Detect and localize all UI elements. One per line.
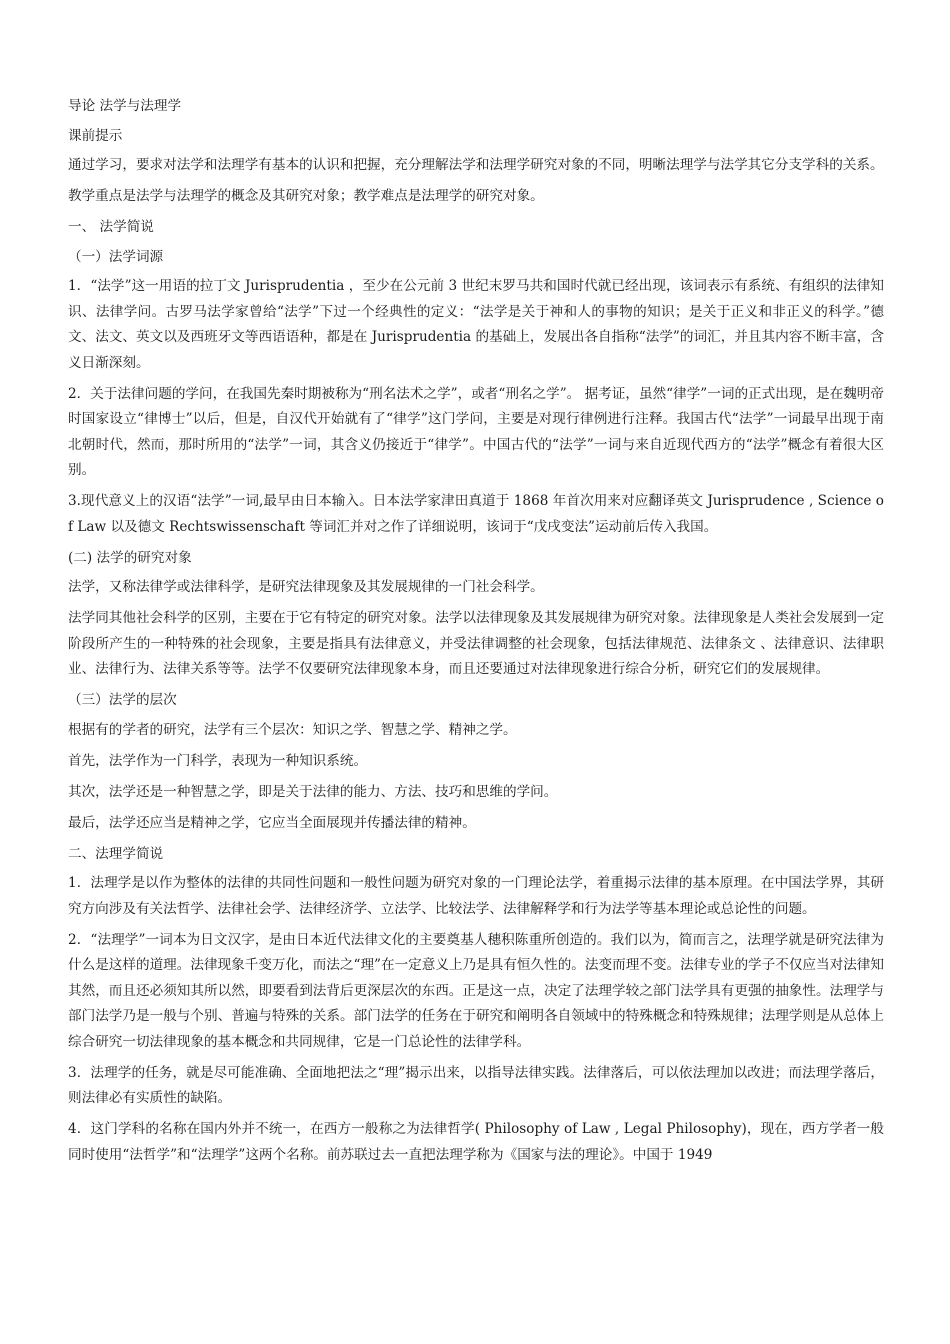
paragraph: 通过学习，要求对法学和法理学有基本的认识和把握，充分理解法学和法理学研究对象的不同，明晰法理学与法学其它分支学科的关系。	[68, 157, 884, 173]
section-heading: 二、法理学简说	[68, 845, 164, 862]
paragraph: 1．“法学”这一用语的拉丁文 Jurisprudentia ，至少在公元前 3 世纪末罗马共和国时代就已经出现，该词表示有系统、有组织的法律知识、法律学问。古罗马法学家曾给“法学”下过一个经典性的定义：“法学是关于神和人的事物的知识；是关于正义和非正义的科学。”德文、法文、英文以及西班牙文等西语语种，都是在 Jurisprudentia 的基础上，发展出各自指称“法学”的词汇，并且其内容不断丰富，含义日渐深刻。	[68, 278, 884, 371]
paragraph: 1．法理学是以作为整体的法律的共同性问题和一般性问题为研究对象的一门理论法学，着重揭示法律的基本原理。在中国法学界，其研究方向涉及有关法哲学、法律社会学、法律经济学、立法学、比较法学、法律解释学和行为法学等基本理论或总论性的问题。	[68, 875, 884, 917]
paragraph: 教学重点是法学与法理学的概念及其研究对象；教学难点是法理学的研究对象。	[68, 188, 544, 204]
paragraph: 3．法理学的任务，就是尽可能准确、全面地把法之“理”揭示出来，以指导法律实践。法律落后，可以依法理加以改进；而法理学落后，则法律必有实质性的缺陷。	[68, 1064, 884, 1106]
paragraph: 首先，法学作为一门科学，表现为一种知识系统。	[68, 752, 368, 769]
subsection-heading: （三）法学的层次	[68, 692, 177, 708]
paragraph: 3.现代意义上的汉语“法学”一词,最早由日本输入。日本法学家津田真道于 1868 年首次用来对应翻译英文 Jurisprudence , Science of Law 以及德文 Rechtswissenschaft 等词汇并对之作了详细说明，该词于“戊戌变法”运动前后传入我国。	[68, 493, 884, 535]
paragraph: 法学，又称法律学或法律科学，是研究法律现象及其发展规律的一门社会科学。	[68, 579, 544, 595]
paragraph: 4．这门学科的名称在国内外并不统一，在西方一般称之为法律哲学( Philosophy of Law , Legal Philosophy)，现在，西方学者一般同时使用“法哲学”和“法理学”这两个名称。前苏联过去一直把法理学称为《国家与法的理论》。中国于 1949	[68, 1121, 884, 1163]
document-title: 导论 法学与法理学	[68, 98, 182, 114]
paragraph: 根据有的学者的研究，法学有三个层次：知识之学、智慧之学、精神之学。	[68, 721, 517, 738]
paragraph: 2．关于法律问题的学问，在我国先秦时期被称为“刑名法术之学”，或者“刑名之学”。 据考证，虽然“律学”一词的正式出现，是在魏明帝时国家设立“律博士”以后，但是，自汉代开始就有了“律学”这门学问，主要是对现行律例进行注释。我国古代“法学”一词最早出现于南北朝时代，然而，那时所用的“法学”一词，其含义仍接近于“律学”。中国古代的“法学”一词与来自近现代西方的“法学”概念有着很大区别。	[68, 385, 884, 478]
section-heading: 课前提示	[68, 127, 123, 144]
subsection-heading: (二) 法学的研究对象	[68, 549, 192, 566]
paragraph: 法学同其他社会科学的区别，主要在于它有特定的研究对象。法学以法律现象及其发展规律为研究对象。法律现象是人类社会发展到一定阶段所产生的一种特殊的社会现象，主要是指具有法律意义，并受法律调整的社会现象，包括法律规范、法律条文 、法律意识、法律职业、法律行为、法律关系等等。法学不仅要研究法律现象本身，而且还要通过对法律现象进行综合分析，研究它们的发展规律。	[68, 610, 884, 677]
document-page	[68, 94, 884, 1174]
paragraph: 2．“法理学”一词本为日文汉字，是由日本近代法律文化的主要奠基人穗积陈重所创造的。我们以为，简而言之，法理学就是研究法律为什么是这样的道理。法律现象千变万化，而法之“理”在一定意义上乃是具有恒久性的。法变而理不变。法律专业的学子不仅应当对法律知其然，而且还必须知其所以然，即要看到法背后更深层次的东西。正是这一点，决定了法理学较之部门法学具有更强的抽象性。法理学与部门法学乃是一般与个别、普遍与特殊的关系。部门法学的任务在于研究和阐明各自领域中的特殊概念和特殊规律；法理学则是从总体上综合研究一切法律现象的基本概念和共同规律，它是一门总论性的法律学科。	[68, 931, 884, 1050]
paragraph: 最后，法学还应当是精神之学，它应当全面展现并传播法律的精神。	[68, 814, 476, 831]
subsection-heading: （一）法学词源	[68, 248, 164, 265]
paragraph: 其次，法学还是一种智慧之学，即是关于法律的能力、方法、技巧和思维的学问。	[68, 783, 558, 800]
section-heading: 一、 法学简说	[68, 219, 154, 235]
